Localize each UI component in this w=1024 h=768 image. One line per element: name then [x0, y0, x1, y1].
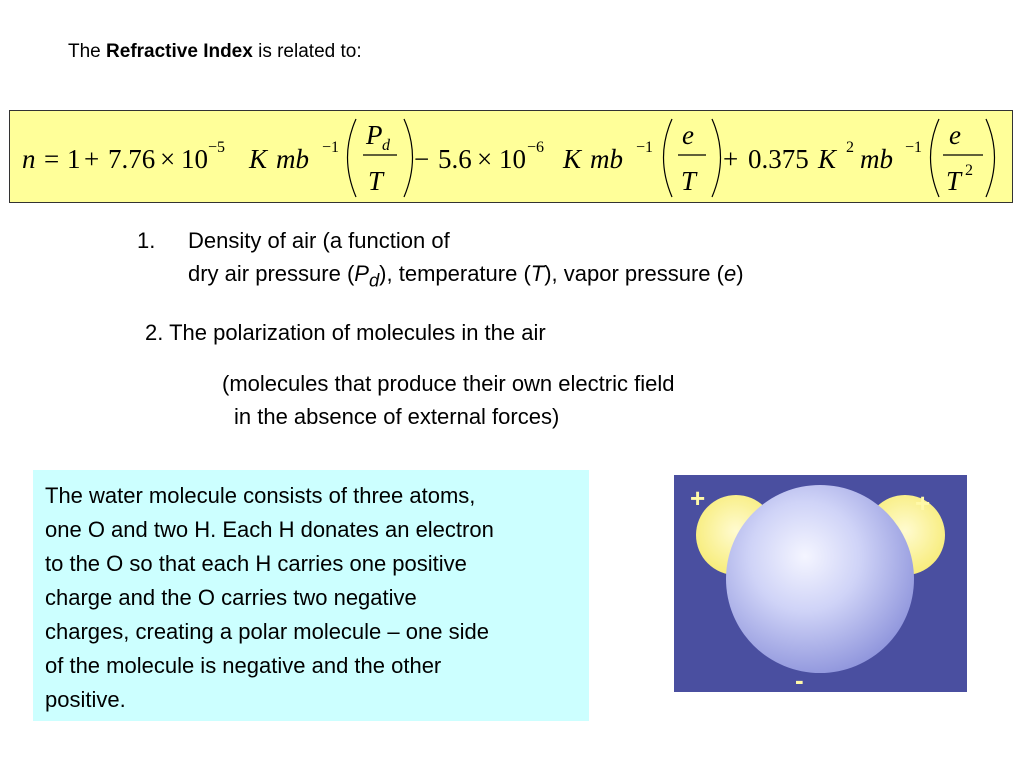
formula-plus-1: +: [84, 144, 100, 174]
refractive-index-formula: [10, 111, 1014, 204]
heading-prefix: The: [68, 41, 107, 62]
formula-frac1-denominator: T: [368, 166, 384, 196]
formula-paren-right-1: [404, 119, 413, 197]
positive-charge-right: +: [915, 488, 931, 518]
info-line-1: The water molecule consists of three atoms,: [45, 483, 476, 508]
formula-minus: −: [414, 144, 430, 174]
formula-paren-left-3: [931, 119, 940, 197]
list-item-1-text-d: ): [736, 261, 744, 286]
list-item-1-number: 1.: [137, 228, 156, 253]
list-item-1-body: [188, 224, 744, 296]
info-line-5: charges, creating a polar molecule – one side: [45, 619, 489, 644]
formula-frac3-den-exp: 2: [965, 162, 973, 179]
formula-plus-2: +: [723, 144, 739, 174]
info-line-6: of the molecule is negative and the other: [45, 653, 442, 678]
formula-paren-left-2: [664, 119, 673, 197]
oxygen-atom: [726, 485, 914, 673]
formula-unit2-mb: mb: [590, 144, 623, 174]
negative-charge-bottom: -: [795, 665, 804, 692]
formula-n: n: [22, 144, 36, 174]
formula-unit1-mb: mb: [276, 144, 309, 174]
water-molecule-info-box: [33, 470, 589, 721]
formula-paren-left-1: [348, 119, 357, 197]
symbol-d-subscript: d: [368, 269, 380, 291]
formula-ten-2: 10: [499, 144, 526, 174]
positive-charge-left: +: [690, 483, 706, 513]
formula-unit3-K-exp: 2: [846, 139, 854, 156]
formula-frac3-numerator: e: [949, 120, 961, 150]
formula-times-2: ×: [477, 144, 493, 174]
polarization-note-line-1: (molecules that produce their own electric field: [222, 371, 675, 396]
formula-unit2-K: K: [563, 144, 582, 174]
list-item-1-line-1: Density of air (a function of: [188, 228, 450, 253]
list-item-2: 2. The polarization of molecules in the air: [145, 320, 546, 345]
water-molecule-illustration: [674, 475, 967, 692]
formula-paren-right-2: [712, 119, 721, 197]
info-line-4: charge and the O carries two negative: [45, 585, 417, 610]
heading-suffix: is related to:: [252, 41, 362, 62]
formula-unit2-exp: −1: [636, 139, 654, 156]
slide-heading: [68, 39, 362, 65]
formula-equals: =: [44, 144, 60, 174]
refractive-index-formula-box: [9, 110, 1013, 203]
symbol-T: T: [530, 261, 545, 286]
formula-frac2-denominator: T: [681, 166, 697, 196]
formula-one: 1: [67, 144, 81, 174]
polarization-note: [222, 367, 674, 433]
formula-unit3-K: K: [818, 144, 837, 174]
info-line-7: positive.: [45, 687, 126, 712]
water-molecule-graphic: [674, 475, 967, 692]
formula-exp-1: −5: [208, 139, 226, 156]
list-item-1-text-c: ), vapor pressure (: [544, 261, 724, 286]
formula-coef-3: 0.375: [748, 144, 809, 174]
list-item-1-text-b: ), temperature (: [379, 261, 531, 286]
formula-frac3-denominator: T: [946, 166, 962, 196]
formula-coef-2: 5.6: [438, 144, 472, 174]
formula-paren-right-3: [986, 119, 995, 197]
formula-frac1-subscript: d: [382, 137, 390, 154]
formula-times-1: ×: [160, 144, 176, 174]
formula-exp-2: −6: [527, 139, 545, 156]
symbol-P: P: [354, 261, 369, 286]
info-line-3: to the O so that each H carries one positive: [45, 551, 467, 576]
list-item-1-text-a: dry air pressure (: [188, 261, 355, 286]
formula-ten-1: 10: [181, 144, 208, 174]
symbol-e: e: [723, 261, 737, 286]
formula-unit1-exp: −1: [322, 139, 340, 156]
formula-frac2-numerator: e: [682, 120, 694, 150]
formula-unit3-exp: −1: [905, 139, 923, 156]
formula-coef-1: 7.76: [108, 144, 156, 174]
formula-unit3-mb: mb: [860, 144, 893, 174]
formula-frac1-numerator: P: [366, 120, 383, 150]
heading-bold-term: Refractive Index: [106, 41, 253, 62]
info-line-2: one O and two H. Each H donates an electron: [45, 517, 494, 542]
list-item-1-line-2: [188, 257, 744, 296]
formula-unit1-K: K: [249, 144, 268, 174]
polarization-note-line-2: in the absence of external forces): [234, 404, 560, 429]
